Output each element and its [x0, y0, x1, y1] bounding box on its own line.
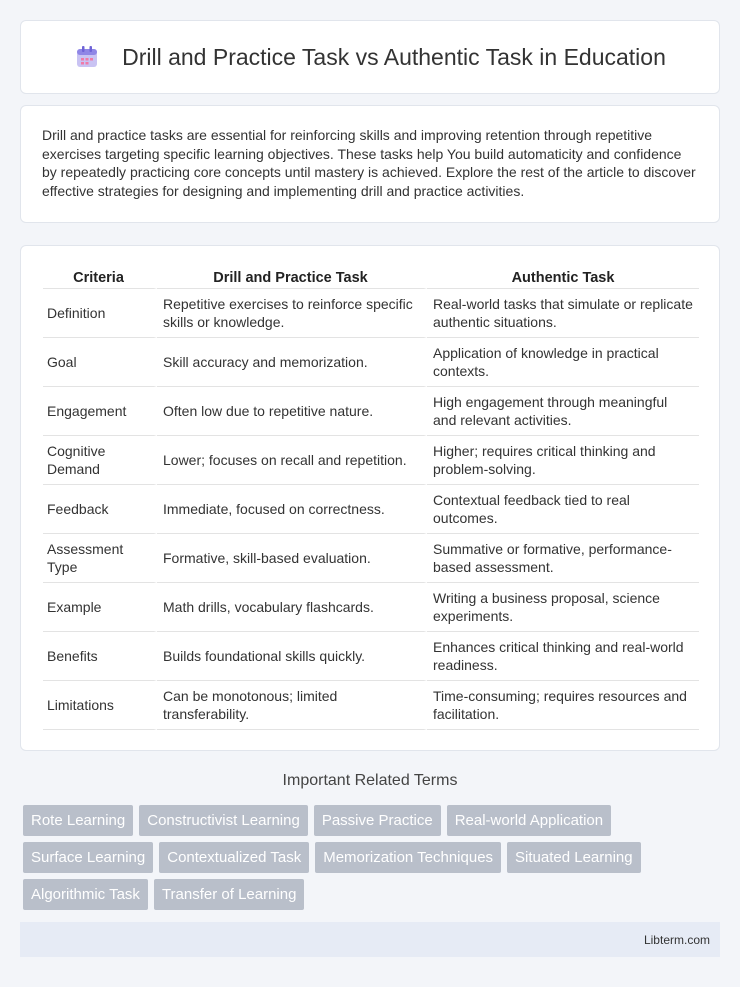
- footer: [20, 922, 720, 957]
- table-header-row: [43, 264, 699, 289]
- table-row: [43, 534, 699, 583]
- term-tag[interactable]: Transfer of Learning: [154, 879, 305, 910]
- row-authentic: Enhances critical thinking and real-world readiness.: [427, 632, 699, 681]
- row-authentic: High engagement through meaningful and relevant activities.: [427, 387, 699, 436]
- term-tag[interactable]: Situated Learning: [507, 842, 641, 873]
- row-criteria: Cognitive Demand: [43, 436, 157, 485]
- row-criteria: Assessment Type: [43, 534, 157, 583]
- row-criteria: Engagement: [43, 387, 157, 436]
- term-tag[interactable]: Algorithmic Task: [23, 879, 148, 910]
- header-card: [20, 20, 720, 94]
- calendar-icon: [74, 44, 100, 70]
- table-row: [43, 338, 699, 387]
- row-authentic: Higher; requires critical thinking and problem-solving.: [427, 436, 699, 485]
- row-drill: Can be monotonous; limited transferability.: [157, 681, 427, 730]
- table-row: [43, 583, 699, 632]
- table-row: [43, 485, 699, 534]
- row-criteria: Benefits: [43, 632, 157, 681]
- row-criteria: Feedback: [43, 485, 157, 534]
- row-drill: Math drills, vocabulary flashcards.: [157, 583, 427, 632]
- intro-card: [20, 105, 720, 223]
- row-drill: Formative, skill-based evaluation.: [157, 534, 427, 583]
- related-terms-title: Important Related Terms: [282, 772, 458, 789]
- row-authentic: Real-world tasks that simulate or replicate authentic situations.: [427, 289, 699, 338]
- row-authentic: Time-consuming; requires resources and facilitation.: [427, 681, 699, 730]
- comparison-table: [43, 264, 699, 730]
- row-criteria: Goal: [43, 338, 157, 387]
- row-drill: Skill accuracy and memorization.: [157, 338, 427, 387]
- row-criteria: Example: [43, 583, 157, 632]
- row-drill: Lower; focuses on recall and repetition.: [157, 436, 427, 485]
- page-title: Drill and Practice Task vs Authentic Task in Education: [122, 43, 666, 70]
- intro-text: Drill and practice tasks are essential for reinforcing skills and improving retention through repetitive exercises targeting specific learning objectives. These tasks help You build automaticity and confidence by repeatedly practicing core concepts until mastery is achieved. Explore the rest of the article to discover effective strategies for designing and implementing drill and practice activities.: [42, 127, 696, 199]
- table-row: [43, 632, 699, 681]
- term-tag[interactable]: Rote Learning: [23, 805, 133, 836]
- row-authentic: Contextual feedback tied to real outcomes.: [427, 485, 699, 534]
- row-authentic: Writing a business proposal, science experiments.: [427, 583, 699, 632]
- table-row: [43, 436, 699, 485]
- row-criteria: Definition: [43, 289, 157, 338]
- comparison-card: [20, 245, 720, 751]
- row-drill: Often low due to repetitive nature.: [157, 387, 427, 436]
- term-tag[interactable]: Real-world Application: [447, 805, 611, 836]
- row-drill: Repetitive exercises to reinforce specific skills or knowledge.: [157, 289, 427, 338]
- header-authentic: Authentic Task: [427, 264, 699, 289]
- term-tag[interactable]: Constructivist Learning: [139, 805, 308, 836]
- row-drill: Immediate, focused on correctness.: [157, 485, 427, 534]
- term-tag[interactable]: Passive Practice: [314, 805, 441, 836]
- footer-site-link[interactable]: Libterm.com: [643, 932, 710, 947]
- row-criteria: Limitations: [43, 681, 157, 730]
- header-drill: Drill and Practice Task: [157, 264, 427, 289]
- table-row: [43, 289, 699, 338]
- row-authentic: Summative or formative, performance-based assessment.: [427, 534, 699, 583]
- table-row: [43, 681, 699, 730]
- row-drill: Builds foundational skills quickly.: [157, 632, 427, 681]
- term-tag[interactable]: Surface Learning: [23, 842, 153, 873]
- related-terms-list: [23, 805, 723, 910]
- row-authentic: Application of knowledge in practical contexts.: [427, 338, 699, 387]
- header-criteria: Criteria: [43, 264, 157, 289]
- term-tag[interactable]: Memorization Techniques: [315, 842, 501, 873]
- table-row: [43, 387, 699, 436]
- term-tag[interactable]: Contextualized Task: [159, 842, 309, 873]
